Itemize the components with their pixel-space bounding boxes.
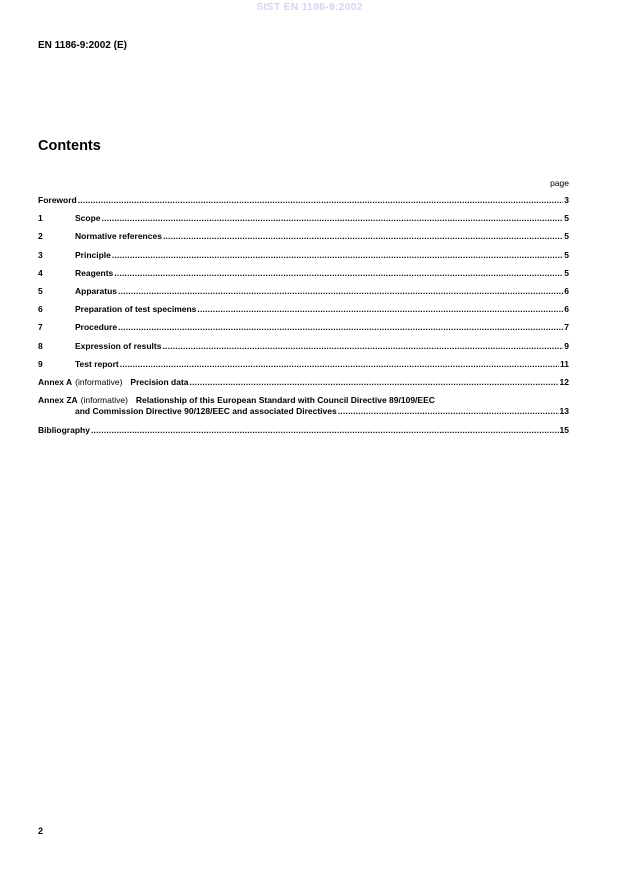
annex-label: Annex ZA	[38, 395, 78, 406]
toc-entry-title: Precision data	[130, 376, 189, 387]
toc-entry-title: Foreword	[38, 195, 77, 205]
toc-entry-title-line1: Relationship of this European Standard with Council Directive 89/109/EEC	[135, 395, 435, 406]
toc-entry-normative-references[interactable]	[38, 231, 569, 249]
toc-entry-page: 5	[564, 231, 569, 242]
toc-entry-page: 15	[559, 425, 569, 436]
annex-informative-note: (informative)	[75, 376, 123, 387]
watermark: SIST EN 1186-9:2002	[256, 1, 363, 13]
toc-entry-test-report[interactable]	[38, 359, 569, 377]
toc-entry-foreword[interactable]	[38, 195, 569, 213]
page-column-label: page	[550, 178, 569, 188]
toc-entry-title: Preparation of test specimens	[75, 304, 197, 315]
toc-entry-title: Reagents	[75, 267, 114, 278]
toc-entry-number: 4	[38, 267, 43, 278]
page-title: Contents	[38, 138, 101, 154]
toc-entry-title: Expression of results	[75, 340, 162, 351]
toc-entry-procedure[interactable]	[38, 322, 569, 340]
toc-leader	[118, 286, 563, 297]
annex-label: Annex A	[38, 376, 73, 387]
toc-leader	[190, 377, 559, 388]
toc-leader	[162, 341, 563, 352]
toc-entry-bibliography[interactable]	[38, 425, 569, 443]
toc-entry-page: 5	[564, 249, 569, 260]
toc-entry-page: 13	[559, 406, 569, 417]
toc-entry-page: 5	[564, 267, 569, 278]
document-id: EN 1186-9:2002 (E)	[38, 40, 127, 51]
toc-entry-title: Normative references	[75, 231, 162, 242]
page-number: 2	[38, 826, 44, 836]
toc-leader	[102, 213, 564, 224]
toc-leader	[112, 250, 563, 261]
toc-entry-title-line2: and Commission Directive 90/128/EEC and associated Directives	[75, 406, 337, 417]
toc-entry-number: 5	[38, 285, 43, 296]
toc-leader	[120, 359, 559, 370]
toc-leader	[197, 304, 563, 315]
toc-entry-expression-of-results[interactable]	[38, 341, 569, 359]
toc-entry-page: 5	[564, 213, 569, 224]
toc-entry-number: 3	[38, 249, 43, 260]
toc-entry-reagents[interactable]	[38, 268, 569, 286]
annex-informative-note: (informative)	[80, 395, 128, 406]
toc-entry-page: 9	[564, 340, 569, 351]
toc-entry-principle[interactable]	[38, 250, 569, 268]
table-of-contents	[38, 195, 569, 443]
toc-entry-title: Scope	[75, 213, 101, 224]
toc-entry-title: Test report	[75, 358, 119, 369]
toc-entry-title: Procedure	[75, 322, 118, 333]
toc-entry-annex-za[interactable]	[38, 395, 569, 425]
toc-entry-title: Apparatus	[75, 285, 118, 296]
toc-entry-annex-a[interactable]	[38, 377, 569, 395]
toc-leader	[78, 195, 564, 206]
toc-leader	[91, 425, 559, 436]
toc-entry-page: 12	[559, 376, 569, 387]
toc-entry-number: 6	[38, 304, 43, 315]
toc-entry-scope[interactable]	[38, 213, 569, 231]
toc-entry-number: 9	[38, 358, 43, 369]
toc-leader	[118, 322, 563, 333]
toc-entry-title: Principle	[75, 249, 111, 260]
toc-entry-page: 6	[564, 285, 569, 296]
toc-leader	[163, 231, 563, 242]
toc-entry-page: 3	[564, 195, 569, 205]
toc-leader	[338, 406, 559, 417]
toc-entry-page: 11	[560, 358, 569, 369]
toc-entry-preparation-of-test-specimens[interactable]	[38, 304, 569, 322]
toc-entry-number: 1	[38, 213, 43, 224]
toc-entry-number: 8	[38, 340, 43, 351]
toc-leader	[114, 268, 563, 279]
toc-entry-number: 7	[38, 322, 43, 333]
toc-entry-number: 2	[38, 231, 43, 242]
toc-entry-page: 6	[564, 304, 569, 315]
toc-entry-title: Bibliography	[38, 425, 90, 436]
toc-entry-page: 7	[564, 322, 569, 333]
toc-entry-apparatus[interactable]	[38, 286, 569, 304]
